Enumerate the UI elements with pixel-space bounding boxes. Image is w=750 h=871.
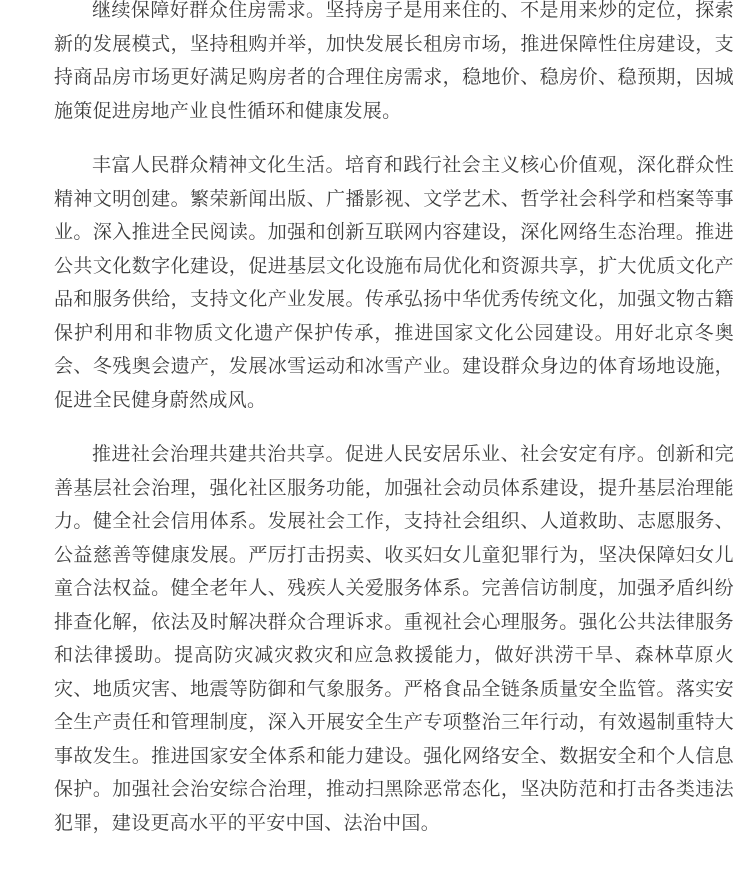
paragraph-social-governance: 推进社会治理共建共治共享。促进人民安居乐业、社会安定有序。创新和完善基层社会治理，强化社区服务功能，加强社会动员体系建设，提升基层治理能力。健全社会信用体系。发展社会工作，支持社会组织、人道救助、志愿服务、公益慈善等健康发展。严厉打击拐卖、收买妇女儿童犯罪行为，坚决保障妇女儿童合法权益。健全老年人、残疾人关爱服务体系。完善信访制度，加强矛盾纠纷排查化解，依法及时解决群众合理诉求。重视社会心理服务。强化公共法律服务和法律援助。提高防灾减灾救灾和应急救援能力，做好洪涝干旱、森林草原火灾、地质灾害、地震等防御和气象服务。严格食品全链条质量安全监管。落实安全生产责任和管理制度，深入开展安全生产专项整治三年行动，有效遏制重特大事故发生。推进国家安全体系和能力建设。强化网络安全、数据安全和个人信息保护。加强社会治安综合治理，推动扫黑除恶常态化，坚决防范和打击各类违法犯罪，建设更高水平的平安中国、法治中国。	[54, 443, 734, 834]
article-body	[54, 0, 734, 840]
paragraph-culture: 丰富人民群众精神文化生活。培育和践行社会主义核心价值观，深化群众性精神文明创建。繁荣新闻出版、广播影视、文学艺术、哲学社会科学和档案等事业。深入推进全民阅读。加强和创新互联网内容建设，深化网络生态治理。推进公共文化数字化建设，促进基层文化设施布局优化和资源共享，扩大优质文化产品和服务供给，支持文化产业发展。传承弘扬中华优秀传统文化，加强文物古籍保护利用和非物质文化遗产保护传承，推进国家文化公园建设。用好北京冬奥会、冬残奥会遗产，发展冰雪运动和冰雪产业。建设群众身边的体育场地设施，促进全民健身蔚然成风。	[54, 154, 734, 411]
paragraph-housing: 继续保障好群众住房需求。坚持房子是用来住的、不是用来炒的定位，探索新的发展模式，坚持租购并举，加快发展长租房市场，推进保障性住房建设，支持商品房市场更好满足购房者的合理住房需求，稳地价、稳房价、稳预期，因城施策促进房地产业良性循环和健康发展。	[54, 0, 734, 122]
